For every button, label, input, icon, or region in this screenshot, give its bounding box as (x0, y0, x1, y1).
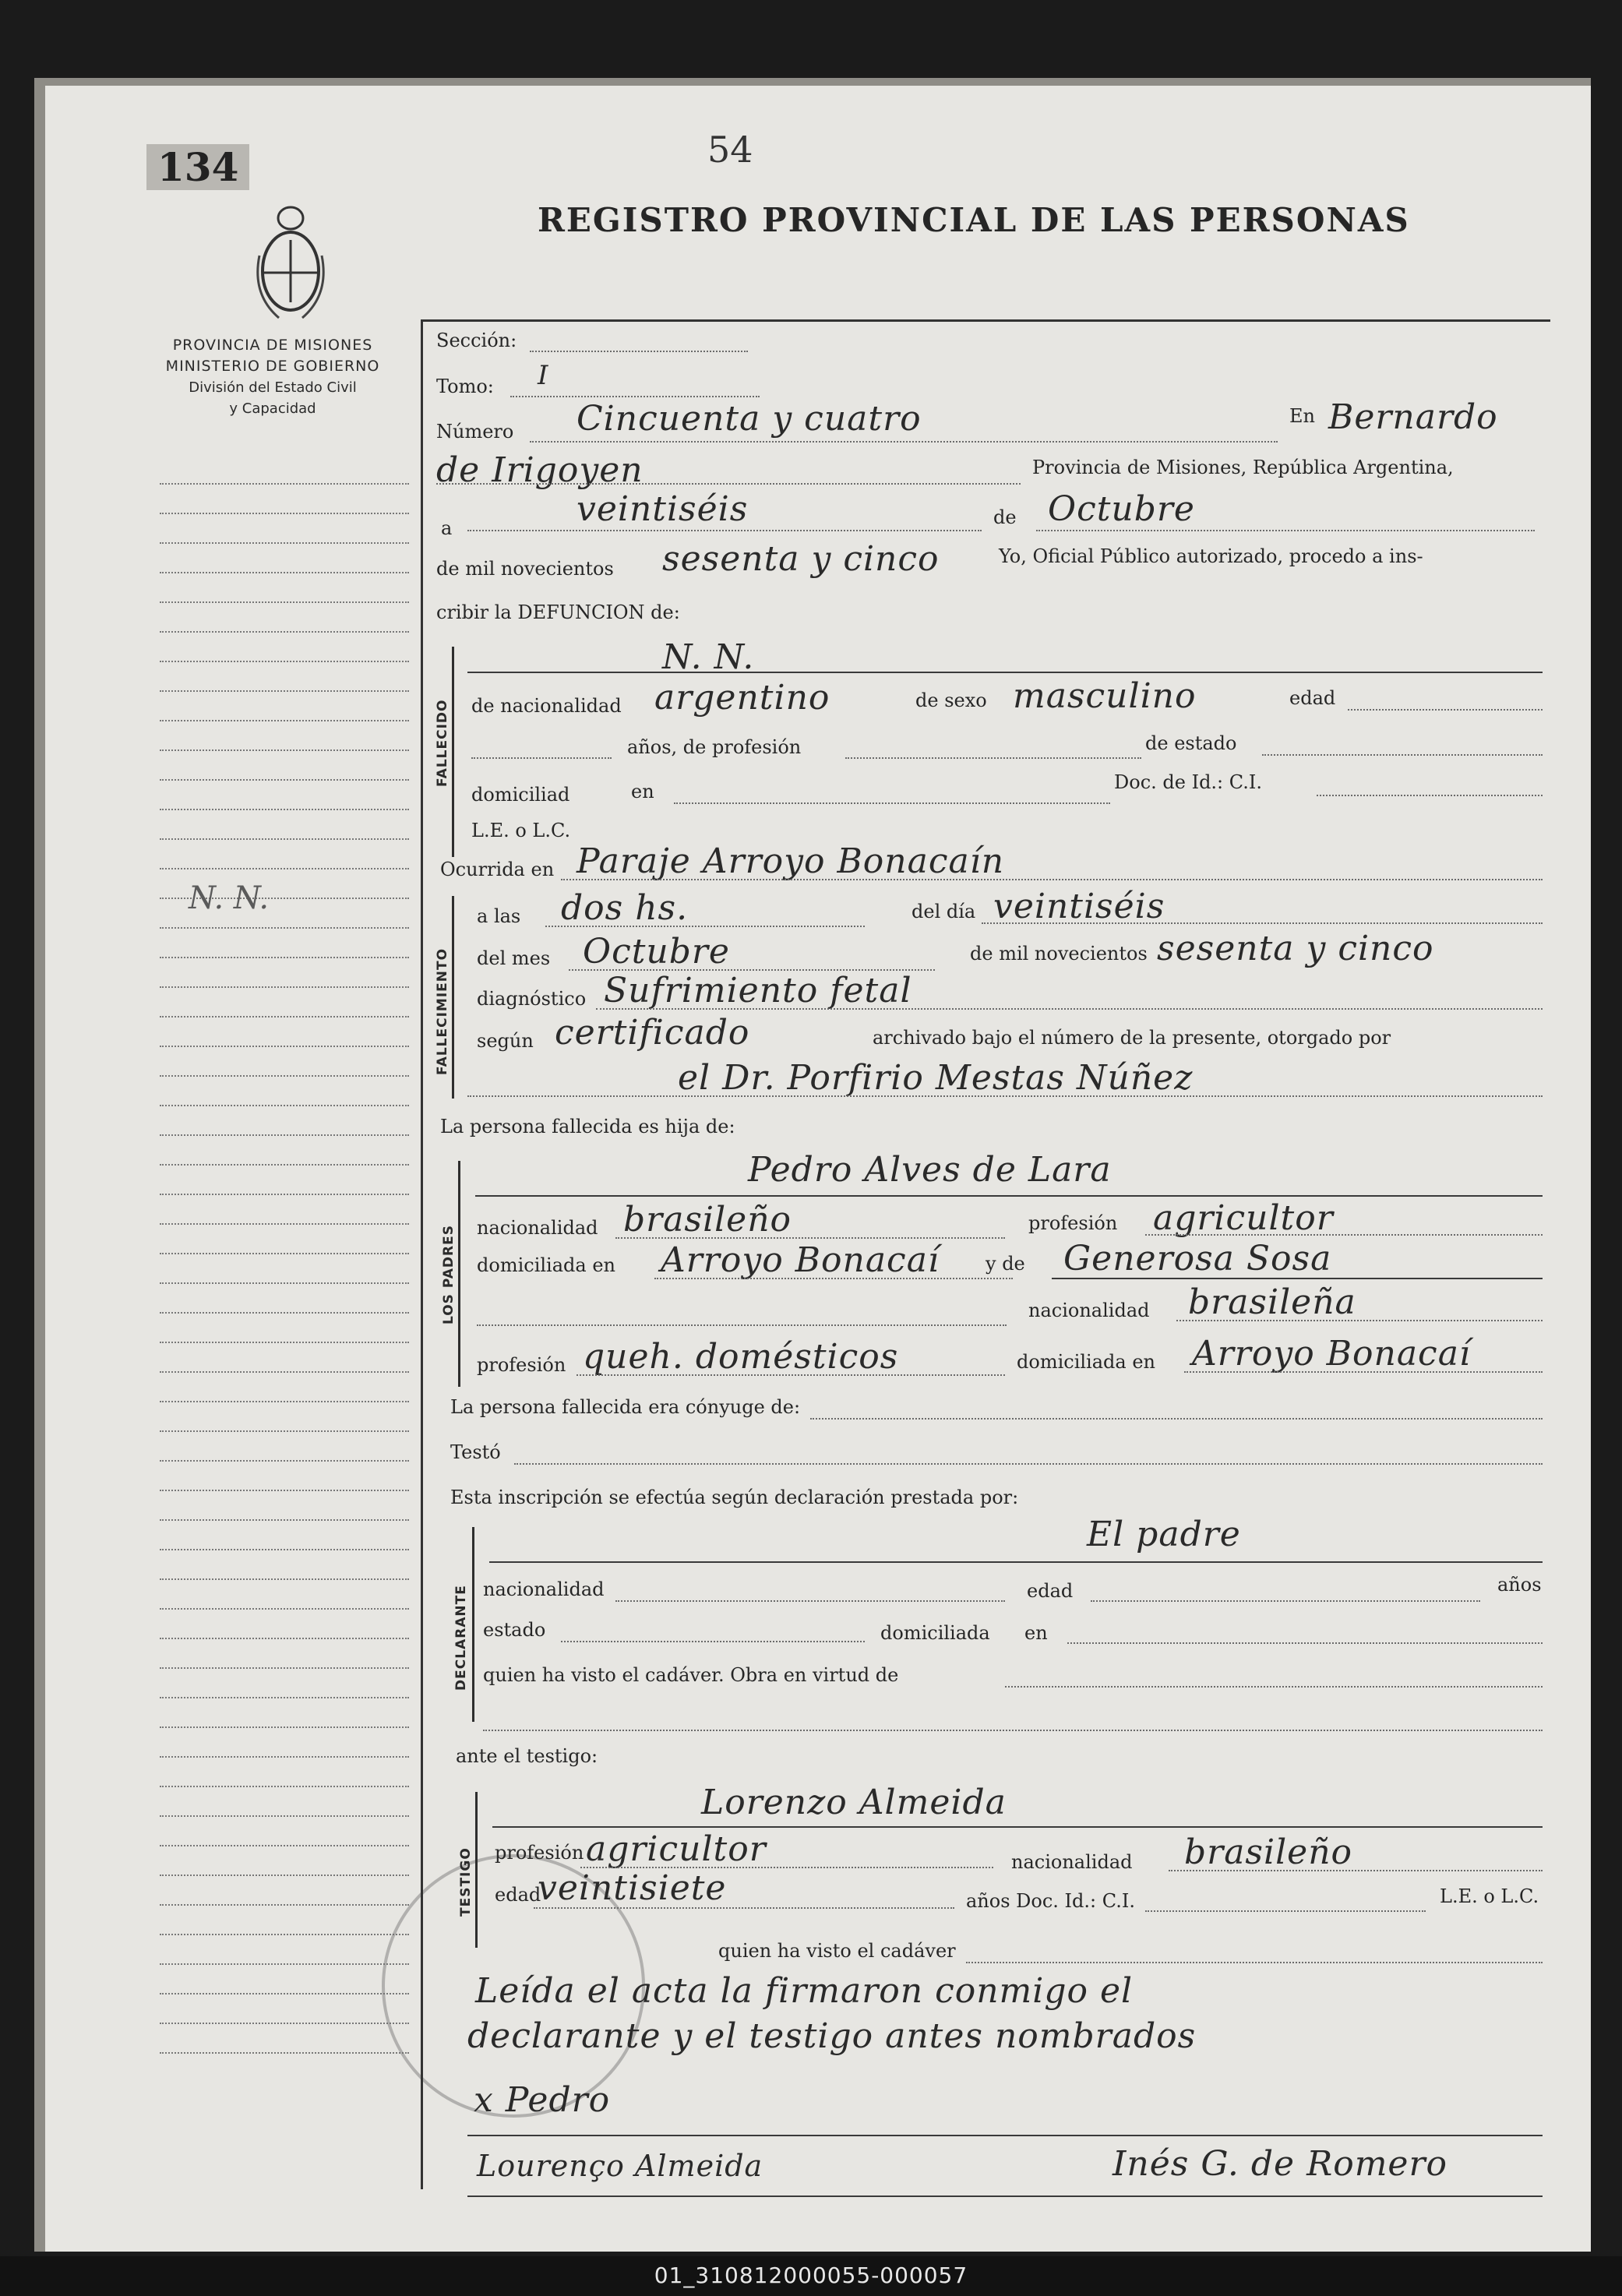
estado-label: de estado (1145, 732, 1237, 754)
fallecido-nombre: N. N. (662, 637, 755, 677)
margin-rule (160, 1786, 409, 1787)
declaracion-label: Esta inscripción se efectúa según declaración prestada por: (450, 1487, 1019, 1508)
margin-rule (160, 1282, 409, 1284)
margin-rule (160, 1726, 409, 1728)
margin-rule (160, 749, 409, 751)
testigo-le-label: L.E. o L.C. (1440, 1885, 1539, 1907)
declarante-anios-label: años (1497, 1574, 1542, 1596)
declarante-estado-label: estado (483, 1619, 546, 1641)
declarante-bracket (472, 1527, 474, 1722)
mes-fallecimiento-value: Octubre (583, 932, 730, 972)
madre-nac-label: nacionalidad (1028, 1300, 1150, 1321)
le-label: L.E. o L.C. (471, 820, 571, 841)
margin-rule (160, 1460, 409, 1462)
margin-rule (160, 1697, 409, 1698)
padres-intro: La persona fallecida es hija de: (440, 1116, 735, 1137)
margin-rule (160, 661, 409, 662)
declarante-visto-line (1005, 1686, 1543, 1688)
fallecimiento-section-label: FALLECIMIENTO (435, 947, 450, 1075)
madre-extra-line (477, 1324, 1007, 1326)
margin-rule (160, 572, 409, 573)
ocurrida-line (561, 879, 1543, 880)
dia-value: veintiséis (577, 489, 749, 529)
margin-rule (160, 1194, 409, 1195)
margin-rule (160, 1371, 409, 1373)
cierre-linea-1: Leída el acta la firmaron conmigo el (475, 1971, 1134, 2011)
ocurrida-label: Ocurrida en (440, 859, 555, 880)
margin-rule (160, 809, 409, 810)
padres-section-label: LOS PADRES (441, 1225, 457, 1324)
medico-value: el Dr. Porfirio Mestas Núñez (678, 1058, 1194, 1098)
tomo-line (510, 396, 760, 397)
lugar-value-2: de Irigoyen (436, 450, 644, 490)
padre-prof-line (1145, 1234, 1543, 1236)
dia-fallecimiento-line (982, 922, 1543, 924)
domicilio-en-label: en (631, 781, 654, 802)
testigo-intro: ante el testigo: (456, 1745, 598, 1767)
padres-bracket (458, 1161, 460, 1387)
margin-rule (160, 1519, 409, 1521)
padre-line (475, 1195, 1543, 1197)
padre-dom-value: Arroyo Bonacaí (661, 1240, 940, 1280)
numero-label: Número (436, 421, 514, 443)
issuer-line: MINISTERIO DE GOBIERNO (165, 358, 380, 375)
archivado-label: archivado bajo el número de la presente, otorgado por (873, 1027, 1391, 1049)
issuer-line: PROVINCIA DE MISIONES (172, 337, 373, 354)
anio-label: de mil novecientos (436, 558, 614, 580)
anio-fallecimiento-value: sesenta y cinco (1157, 929, 1434, 968)
testigo-nac-label: nacionalidad (1011, 1851, 1133, 1873)
firma-declarante-line (467, 2135, 1543, 2136)
anio-value: sesenta y cinco (662, 539, 940, 579)
hora-label: a las (477, 905, 521, 927)
fallecimiento-bracket (452, 896, 454, 1099)
a-label: a (441, 517, 453, 539)
page-number: 54 (707, 129, 753, 171)
fallecido-nac-label: de nacionalidad (471, 695, 622, 717)
profesion-line (845, 757, 1141, 759)
margin-rule (160, 779, 409, 781)
margin-rule (160, 513, 409, 514)
margin-rule (160, 1046, 409, 1047)
cierre-linea-2: declarante y el testigo antes nombrados (467, 2016, 1197, 2056)
seccion-line (530, 351, 748, 352)
lugar-value-1: Bernardo (1328, 397, 1498, 437)
numero-line (530, 441, 1278, 443)
testigo-doc-label: años Doc. Id.: C.I. (966, 1890, 1135, 1912)
segun-label: según (477, 1030, 534, 1052)
margin-rule (160, 1075, 409, 1077)
numero-value: Cincuenta y cuatro (577, 399, 922, 439)
margin-rule (160, 1105, 409, 1106)
margin-rule (160, 690, 409, 692)
declarante-dom-label: domiciliada (880, 1622, 990, 1644)
inscribir-label: cribir la DEFUNCION de: (436, 601, 680, 623)
issuer-line: División del Estado Civil (189, 379, 357, 396)
medico-line (467, 1095, 1543, 1097)
coat-of-arms-icon (248, 201, 333, 326)
madre-prof-value: queh. domésticos (583, 1337, 899, 1377)
ocurrida-value: Paraje Arroyo Bonacaín (577, 841, 1005, 881)
madre-nombre: Generosa Sosa (1063, 1239, 1332, 1278)
margin-rule (160, 1904, 409, 1906)
testigo-visto-label: quien ha visto el cadáver (718, 1940, 956, 1962)
margin-rule (160, 1578, 409, 1580)
page-title: REGISTRO PROVINCIAL DE LAS PERSONAS (538, 201, 1410, 239)
tomo-label: Tomo: (436, 376, 494, 397)
padre-prof-label: profesión (1028, 1212, 1118, 1234)
testo-label: Testó (450, 1441, 501, 1463)
margin-rule (160, 1667, 409, 1669)
margin-rule (160, 483, 409, 485)
padre-dom-line (654, 1278, 1013, 1279)
dia-fallecimiento-value: veintiséis (993, 887, 1165, 926)
domicilio-line (674, 802, 1110, 804)
margin-rule (160, 1223, 409, 1225)
testigo-edad-value: veintisiete (538, 1868, 727, 1908)
madre-nac-line (1176, 1320, 1543, 1321)
hora-value: dos hs. (561, 888, 689, 928)
declarante-nac-line (615, 1600, 1005, 1602)
padre-nac-value: brasileño (623, 1200, 792, 1240)
declarante-section-label: DECLARANTE (453, 1585, 469, 1691)
margin-rule (160, 2023, 409, 2024)
declarante-line (489, 1561, 1543, 1563)
oficial-label: Yo, Oficial Público autorizado, procedo a ins- (999, 545, 1423, 567)
madre-dom-label: domiciliada en (1017, 1351, 1155, 1373)
margin-rule (160, 1845, 409, 1846)
declarante-nombre: El padre (1087, 1515, 1241, 1554)
scan-identifier: 01_310812000055-000057 (654, 2262, 968, 2288)
sexo-value: masculino (1013, 676, 1197, 716)
declarante-edad-label: edad (1027, 1580, 1074, 1602)
margin-rule (160, 868, 409, 869)
fallecido-nac-value: argentino (654, 678, 830, 718)
issuer-line: y Capacidad (229, 400, 316, 417)
testigo-nac-line (1169, 1870, 1543, 1871)
margin-rule (160, 2052, 409, 2054)
margin-note: N. N. (189, 880, 270, 916)
fallecido-bracket (452, 647, 454, 857)
testo-line (514, 1463, 1543, 1465)
margin-ruled-lines (160, 483, 409, 2080)
mes-line (1036, 530, 1535, 531)
doc-label: Doc. de Id.: C.I. (1114, 771, 1263, 793)
hora-line (545, 926, 865, 927)
fallecido-nombre-line (467, 672, 1543, 673)
margin-rule (160, 1993, 409, 1994)
seccion-label: Sección: (436, 330, 517, 351)
declarante-visto-label: quien ha visto el cadáver. Obra en virtud de (483, 1664, 899, 1686)
margin-rule (160, 1253, 409, 1254)
dia-label: del día (911, 901, 976, 922)
margin-rule (160, 1134, 409, 1136)
margin-rule (160, 1164, 409, 1166)
declarante-estado-line (561, 1641, 865, 1642)
fallecido-section-label: FALLECIDO (435, 699, 450, 787)
firma-oficial: Inés G. de Romero (1112, 2144, 1447, 2184)
declarante-en-label: en (1024, 1622, 1048, 1644)
margin-rule (160, 1549, 409, 1550)
segun-value: certificado (555, 1013, 750, 1053)
testigo-edad-line (534, 1907, 954, 1909)
issuer-block (156, 335, 390, 419)
anios-profesion-label: años, de profesión (627, 736, 802, 758)
doc-line (1317, 795, 1543, 796)
declarante-dom-line (1067, 1642, 1543, 1644)
testigo-doc-line (1145, 1910, 1426, 1912)
madre-nac-value: brasileña (1188, 1282, 1356, 1322)
padre-dom-label: domiciliada en (477, 1254, 615, 1276)
testigo-bracket (475, 1792, 478, 1948)
conyuge-line (810, 1418, 1543, 1420)
margin-rule (160, 1756, 409, 1758)
diagnostico-label: diagnóstico (477, 988, 587, 1010)
declarante-extra-line (483, 1730, 1543, 1731)
estado-line (1262, 754, 1543, 756)
declarante-edad-line (1091, 1600, 1480, 1602)
margin-rule (160, 1312, 409, 1314)
margin-rule (160, 1608, 409, 1610)
madre-prof-line (577, 1374, 1005, 1376)
testigo-line (492, 1826, 1543, 1828)
anios-line (471, 757, 612, 759)
testigo-section-label: TESTIGO (458, 1847, 474, 1917)
diagnostico-line (596, 1008, 1543, 1010)
padre-nac-line (615, 1237, 1005, 1239)
testigo-prof-value: agricultor (586, 1829, 767, 1869)
edad-line (1348, 709, 1543, 711)
declarante-nac-label: nacionalidad (483, 1578, 605, 1600)
testigo-nombre: Lorenzo Almeida (701, 1783, 1007, 1822)
margin-rule (160, 1016, 409, 1018)
edad-label: edad (1289, 687, 1336, 709)
margin-rule (160, 631, 409, 633)
margin-rule (160, 1401, 409, 1402)
anio-fallecimiento-label: de mil novecientos (970, 943, 1148, 965)
margin-rule (160, 1638, 409, 1639)
madre-prof-label: profesión (477, 1354, 566, 1376)
margin-rule (160, 1934, 409, 1935)
margin-rule (160, 601, 409, 603)
margin-rule (160, 957, 409, 958)
margin-rule (160, 1963, 409, 1965)
padre-nombre: Pedro Alves de Lara (748, 1150, 1112, 1190)
madre-line (1052, 1278, 1543, 1279)
lugar-line (436, 483, 1021, 485)
madre-dom-line (1184, 1371, 1543, 1373)
margin-rule (160, 1875, 409, 1876)
folio-number: 134 (146, 144, 249, 190)
en-label: En (1289, 405, 1315, 427)
dia-line (467, 530, 982, 531)
conyuge-label: La persona fallecida era cónyuge de: (450, 1396, 801, 1418)
margin-rule (160, 720, 409, 721)
y-de-label: y de (986, 1253, 1025, 1275)
firmas-line (467, 2195, 1543, 2197)
domicilio-label: domiciliad (471, 784, 570, 806)
firma-declarante: x Pedro (474, 2080, 611, 2120)
padre-nac-label: nacionalidad (477, 1217, 598, 1239)
margin-rule (160, 1342, 409, 1343)
margin-rule (160, 1490, 409, 1491)
diagnostico-value: Sufrimiento fetal (604, 971, 912, 1010)
de-label: de (993, 506, 1017, 528)
testigo-prof-label: profesión (495, 1842, 584, 1864)
tomo-value: I (538, 360, 549, 391)
margin-rule (160, 1815, 409, 1817)
mes-label: del mes (477, 947, 551, 969)
provincia-label: Provincia de Misiones, República Argentina, (1032, 457, 1454, 478)
margin-rule (160, 838, 409, 840)
margin-rule (160, 927, 409, 929)
testigo-edad-label: edad (495, 1884, 541, 1906)
firma-testigo: Lourenço Almeida (477, 2149, 763, 2183)
margin-rule (160, 542, 409, 544)
margin-rule (160, 1430, 409, 1432)
margin-rule (160, 986, 409, 988)
padre-prof-value: agricultor (1153, 1198, 1334, 1238)
sexo-label: de sexo (915, 690, 987, 711)
testigo-visto-line (966, 1962, 1543, 1963)
madre-dom-value: Arroyo Bonacaí (1192, 1334, 1472, 1374)
testigo-nac-value: brasileño (1184, 1832, 1353, 1872)
mes-value: Octubre (1048, 489, 1195, 529)
